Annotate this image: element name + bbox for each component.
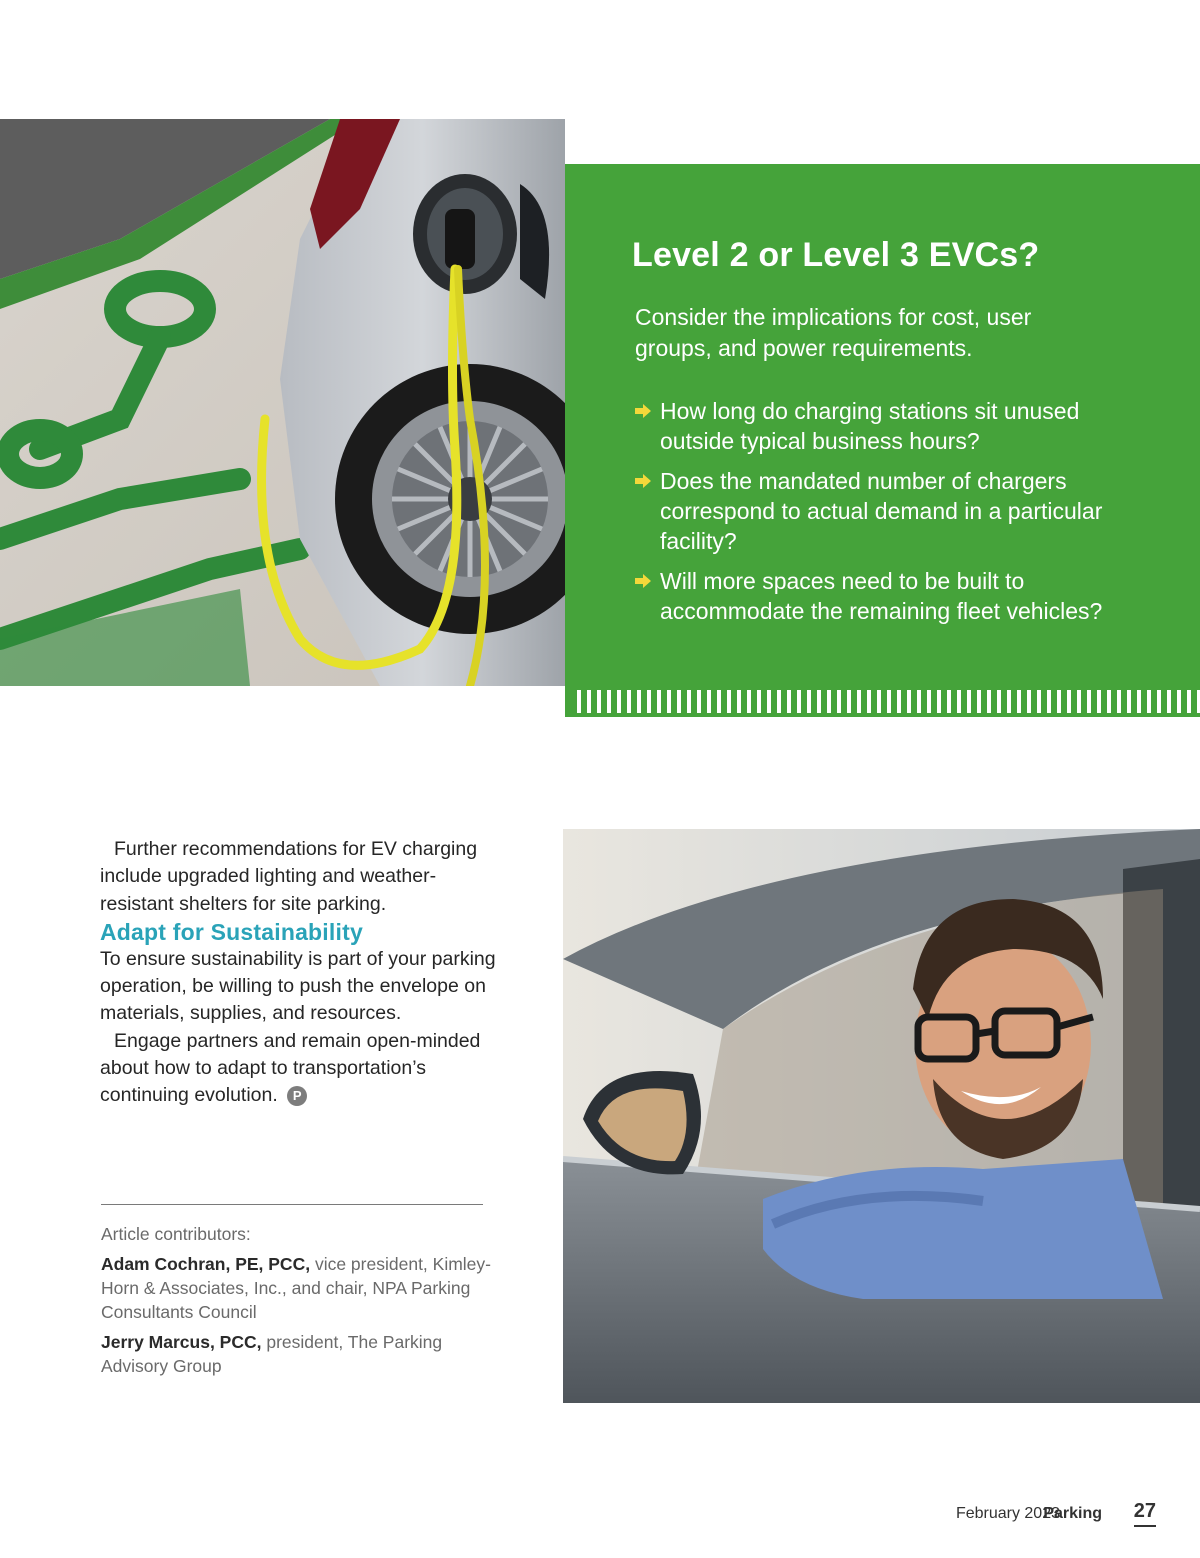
callout-title: Level 2 or Level 3 EVCs?	[632, 236, 1040, 274]
stripe-divider	[565, 686, 1200, 717]
stripe-mark	[737, 690, 741, 713]
stripe-mark	[947, 690, 951, 713]
stripe-mark	[1087, 690, 1091, 713]
callout-bullet-list	[635, 396, 1155, 636]
stripe-mark	[1047, 690, 1051, 713]
stripe-mark	[967, 690, 971, 713]
stripe-mark	[1137, 690, 1141, 713]
end-mark-icon: P	[287, 1086, 307, 1106]
stripe-mark	[647, 690, 651, 713]
stripe-mark	[1017, 690, 1021, 713]
contributor-name: Adam Cochran, PE, PCC,	[101, 1254, 311, 1274]
stripe-mark	[1117, 690, 1121, 713]
stripe-mark	[817, 690, 821, 713]
contributors-label: Article contributors:	[101, 1224, 251, 1244]
stripe-mark	[627, 690, 631, 713]
stripe-mark	[867, 690, 871, 713]
stripe-mark	[1027, 690, 1031, 713]
contributor	[101, 1252, 491, 1324]
stripe-mark	[937, 690, 941, 713]
paragraph	[100, 1028, 500, 1110]
stripe-mark	[637, 690, 641, 713]
stripe-mark	[917, 690, 921, 713]
paragraph-text: Engage partners and remain open-minded about how to adapt to transportation’s continuing evolution.	[100, 1029, 481, 1107]
stripe-mark	[907, 690, 911, 713]
right-arrow-icon	[635, 474, 651, 488]
stripe-mark	[607, 690, 611, 713]
list-item	[635, 466, 1155, 556]
stripe-mark	[757, 690, 761, 713]
driver-photo	[563, 829, 1200, 1403]
stripe-mark	[827, 690, 831, 713]
callout-box	[565, 164, 1200, 686]
stripe-mark	[797, 690, 801, 713]
stripe-mark	[657, 690, 661, 713]
contributor-name: Jerry Marcus, PCC,	[101, 1332, 262, 1352]
stripe-mark	[587, 690, 591, 713]
stripe-mark	[767, 690, 771, 713]
paragraph: To ensure sustainability is part of your parking operation, be willing to push the envelope on materials, supplies, and resources.	[100, 947, 496, 1025]
stripe-mark	[787, 690, 791, 713]
stripe-mark	[897, 690, 901, 713]
stripe-mark	[1167, 690, 1171, 713]
contributor-role: president, The Parking Advisory Group	[101, 1332, 443, 1376]
stripe-mark	[837, 690, 841, 713]
issue-date: February 2023	[955, 1505, 1060, 1522]
stripe-mark	[977, 690, 981, 713]
stripe-mark	[1097, 690, 1101, 713]
stripe-mark	[1127, 690, 1131, 713]
magazine-name: Parking	[1043, 1505, 1102, 1522]
stripe-mark	[697, 690, 701, 713]
section-heading: Adapt for Sustainability	[100, 918, 363, 945]
stripe-mark	[577, 690, 581, 713]
contributor	[101, 1330, 491, 1378]
stripe-mark	[1067, 690, 1071, 713]
list-item	[635, 566, 1155, 626]
paragraph: Further recommendations for EV charging include upgraded lighting and weather-resistant shelters for site parking.	[100, 838, 478, 915]
stripe-mark	[687, 690, 691, 713]
stripe-mark	[877, 690, 881, 713]
stripe-mark	[1007, 690, 1011, 713]
stripe-mark	[1037, 690, 1041, 713]
stripe-mark	[857, 690, 861, 713]
stripe-mark	[1157, 690, 1161, 713]
stripe-mark	[807, 690, 811, 713]
stripe-mark	[987, 690, 991, 713]
stripe-mark	[1077, 690, 1081, 713]
stripe-mark	[997, 690, 1001, 713]
bullet-text: Will more spaces need to be built to accommodate the remaining fleet vehicles?	[660, 568, 1103, 624]
callout-intro: Consider the implications for cost, user groups, and power requirements.	[635, 304, 1032, 361]
stripe-mark	[717, 690, 721, 713]
stripe-mark	[707, 690, 711, 713]
stripe-mark	[1057, 690, 1061, 713]
stripe-mark	[1107, 690, 1111, 713]
stripe-mark	[887, 690, 891, 713]
stripe-mark	[597, 690, 601, 713]
right-arrow-icon	[635, 404, 651, 418]
stripe-mark	[727, 690, 731, 713]
stripe-mark	[847, 690, 851, 713]
stripe-mark	[957, 690, 961, 713]
article-body	[100, 836, 500, 1110]
right-arrow-icon	[635, 574, 651, 588]
stripe-mark	[1147, 690, 1151, 713]
stripe-mark	[1177, 690, 1181, 713]
page-number: 27	[1134, 1500, 1156, 1527]
stripe-mark	[617, 690, 621, 713]
stripe-mark	[1187, 690, 1191, 713]
contributor-role: vice president, Kimley-Horn & Associates, Inc., and chair, NPA Parking Consultants Council	[101, 1254, 491, 1322]
list-item	[635, 396, 1155, 456]
stripe-mark	[927, 690, 931, 713]
stripe-mark	[667, 690, 671, 713]
stripe-mark	[747, 690, 751, 713]
bullet-text: Does the mandated number of chargers correspond to actual demand in a particular facility?	[660, 468, 1103, 554]
divider	[101, 1204, 483, 1205]
stripe-mark	[677, 690, 681, 713]
stripe-mark	[777, 690, 781, 713]
ev-charging-photo	[0, 119, 565, 686]
contributors	[101, 1222, 491, 1384]
bullet-text: How long do charging stations sit unused outside typical business hours?	[660, 398, 1080, 454]
